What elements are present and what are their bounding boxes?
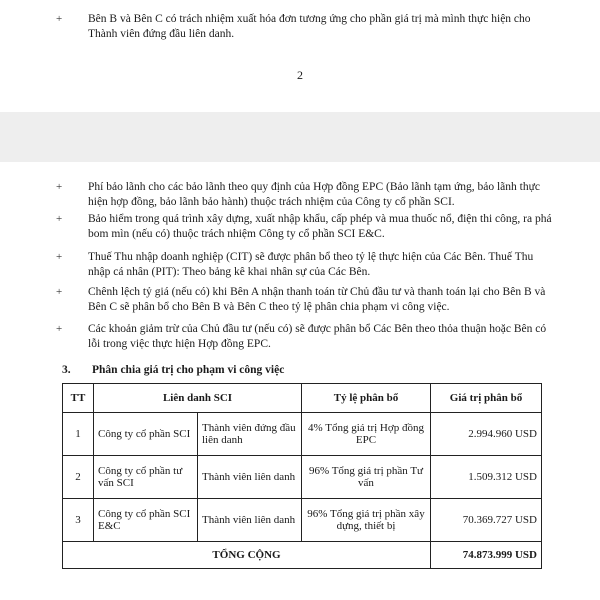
header-ratio: Tỷ lệ phân bổ bbox=[302, 384, 431, 413]
table-header-row bbox=[63, 384, 542, 413]
row-ratio: 96% Tổng giá trị phần Tư vấn bbox=[302, 456, 431, 499]
bullet-text: Bảo hiểm trong quá trình xây dựng, xuất nhập khẩu, cấp phép và mua thuốc nổ, điện thi công, ra phá bom mìn (nếu có) thuộc trách nhiệm Công ty cổ phần SCI E&C. bbox=[88, 213, 552, 240]
bullet-marker: + bbox=[56, 286, 63, 298]
section-title: Phân chia giá trị cho phạm vi công việc bbox=[92, 364, 285, 376]
section-heading bbox=[62, 364, 284, 376]
previous-page-section bbox=[0, 0, 600, 112]
table-row bbox=[63, 413, 542, 456]
bullet-marker: + bbox=[56, 13, 63, 25]
header-tt: TT bbox=[63, 384, 94, 413]
row-company: Công ty cổ phần SCI bbox=[94, 413, 198, 456]
table-row bbox=[63, 499, 542, 542]
bullet-marker: + bbox=[56, 251, 63, 263]
page-number: 2 bbox=[297, 68, 303, 82]
allocation-table bbox=[62, 383, 542, 569]
bullet-text: Thuế Thu nhập doanh nghiệp (CIT) sẽ được phân bổ theo tỷ lệ thực hiện của Các Bên. Thuế Thu nhập cá nhân (PIT): Theo bảng kê khai nhân sự của Các Bên. bbox=[88, 251, 534, 278]
row-tt: 2 bbox=[63, 456, 94, 499]
row-company: Công ty cổ phần tư vấn SCI bbox=[94, 456, 198, 499]
row-ratio: 4% Tổng giá trị Hợp đồng EPC bbox=[302, 413, 431, 456]
row-ratio: 96% Tổng giá trị phần xây dựng, thiết bị bbox=[302, 499, 431, 542]
row-company: Công ty cổ phần SCI E&C bbox=[94, 499, 198, 542]
bullet-text: Bên B và Bên C có trách nhiệm xuất hóa đơn tương ứng cho phần giá trị mà mình thực hiện cho Thành viên đứng đầu liên danh. bbox=[88, 13, 531, 40]
total-value: 74.873.999 USD bbox=[431, 542, 542, 569]
table-row bbox=[63, 456, 542, 499]
section-number: 3. bbox=[62, 364, 71, 376]
row-value: 2.994.960 USD bbox=[431, 413, 542, 456]
page-gap bbox=[0, 112, 600, 162]
header-value: Giá trị phân bổ bbox=[431, 384, 542, 413]
bullet-text: Các khoản giảm trừ của Chủ đầu tư (nếu có) sẽ được phân bổ Các Bên theo thỏa thuận hoặc Bên có lỗi trong việc thực hiện Hợp đồng EPC. bbox=[88, 323, 547, 350]
row-value: 1.509.312 USD bbox=[431, 456, 542, 499]
row-value: 70.369.727 USD bbox=[431, 499, 542, 542]
bullet-text: Phí bảo lãnh cho các bảo lãnh theo quy định của Hợp đồng EPC (Bảo lãnh tạm ứng, bảo lãnh thực hiện hợp đồng, bảo lãnh bảo hành) thuộc trách nhiệm của Công ty cổ phần SCI. bbox=[88, 181, 540, 208]
bullet-marker: + bbox=[56, 323, 63, 335]
row-role: Thành viên liên danh bbox=[198, 499, 302, 542]
bullet-marker: + bbox=[56, 181, 63, 193]
total-label: TỔNG CỘNG bbox=[63, 542, 431, 569]
header-partner: Liên danh SCI bbox=[94, 384, 302, 413]
row-role: Thành viên liên danh bbox=[198, 456, 302, 499]
bullet-marker: + bbox=[56, 213, 63, 225]
row-tt: 1 bbox=[63, 413, 94, 456]
row-role: Thành viên đứng đầu liên danh bbox=[198, 413, 302, 456]
row-tt: 3 bbox=[63, 499, 94, 542]
bullet-text: Chênh lệch tỷ giá (nếu có) khi Bên A nhận thanh toán từ Chủ đầu tư và thanh toán lại cho Bên B và Bên C sẽ phân bổ cho Bên B và Bên C theo tỷ lệ phân chia phạm vi công việc. bbox=[88, 286, 546, 313]
table-total-row bbox=[63, 542, 542, 569]
